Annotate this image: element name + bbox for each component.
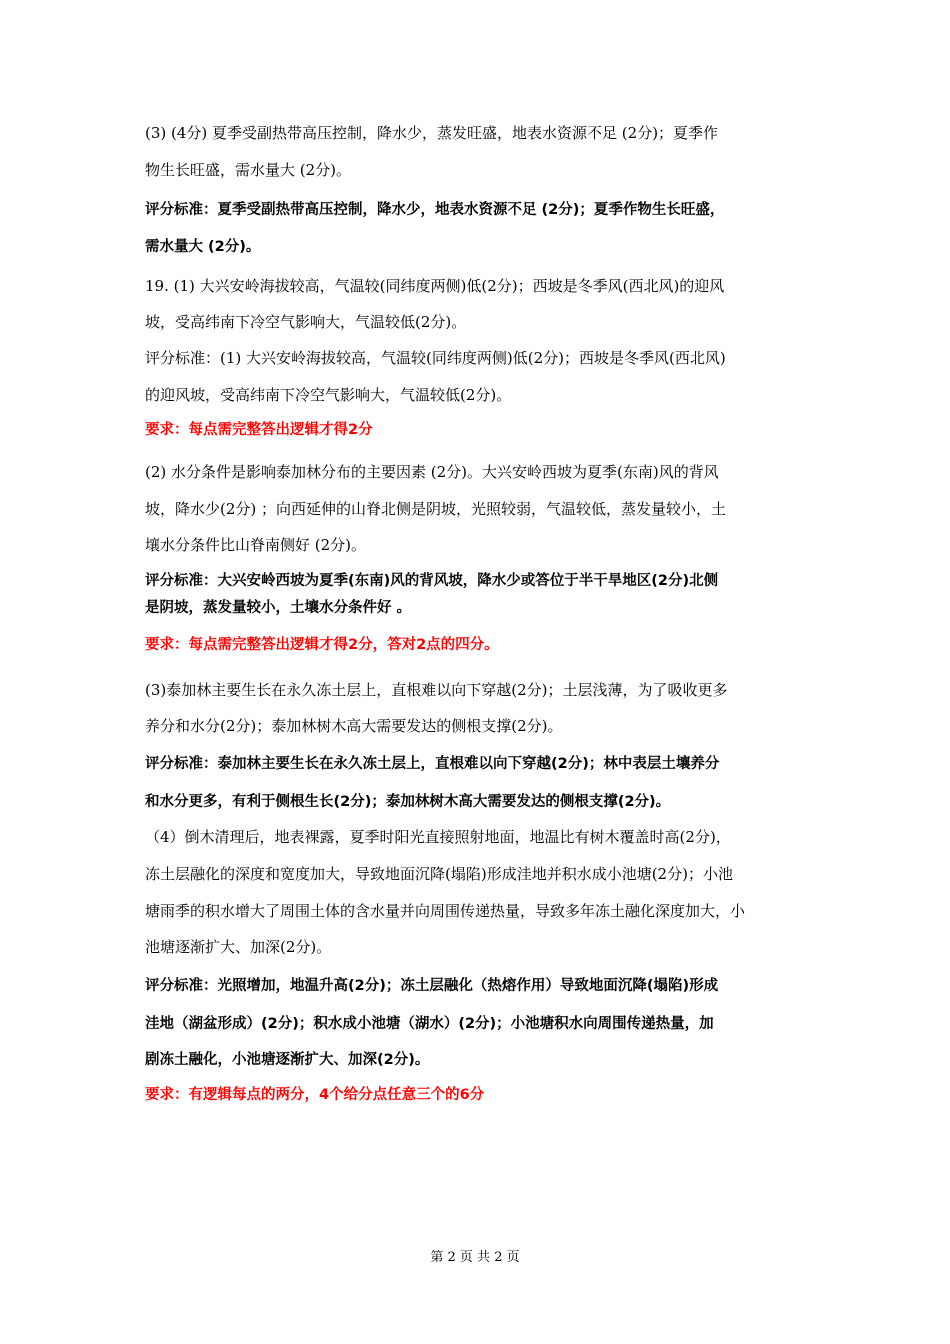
requirement-19-2: 要求：每点需完整答出逻辑才得2分，答对2点的四分。 xyxy=(145,637,499,653)
page-number-footer: 第 2 页 共 2 页 xyxy=(430,1250,520,1265)
requirement-19-1: 要求：每点需完整答出逻辑才得2分 xyxy=(145,422,373,438)
answer-19-2-line-1: (2) 水分条件是影响泰加林分布的主要因素 (2分)。大兴安岭西坡为夏季(东南)风的背风 xyxy=(145,463,719,481)
scoring-19-2-line-2: 是阴坡，蒸发量较小，土壤水分条件好 。 xyxy=(145,600,412,616)
answer-19-4-line-1: （4）倒木清理后，地表裸露，夏季时阳光直接照射地面，地温比有树木覆盖时高(2分)， xyxy=(145,828,731,846)
answer-19-1-line-2: 坡，受高纬南下冷空气影响大，气温较低(2分)。 xyxy=(145,313,467,331)
answer-19-3-line-1: (3)泰加林主要生长在永久冻土层上，直根难以向下穿越(2分)；土层浅薄，为了吸收更多 xyxy=(145,681,728,699)
scoring-19-2-line-1: 评分标准：大兴安岭西坡为夏季(东南)风的背风坡，降水少或答位于半干旱地区(2分)北侧 xyxy=(145,573,719,589)
scoring-19-1-line-2: 的迎风坡，受高纬南下冷空气影响大，气温较低(2分)。 xyxy=(145,386,512,404)
answer-18-3-line-2: 物生长旺盛，需水量大 (2分)。 xyxy=(145,161,352,179)
scoring-19-4-line-3: 剧冻土融化，小池塘逐渐扩大、加深(2分)。 xyxy=(145,1052,430,1068)
scoring-18-3-line-2: 需水量大 (2分)。 xyxy=(145,239,261,255)
answer-19-2-line-3: 壤水分条件比山脊南侧好 (2分)。 xyxy=(145,536,367,554)
scoring-18-3-line-1: 评分标准：夏季受副热带高压控制，降水少，地表水资源不足 (2分)；夏季作物生长旺盛， xyxy=(145,202,725,218)
answer-19-4-line-3: 塘雨季的积水增大了周围土体的含水量并向周围传递热量，导致多年冻土融化深度加大，小 xyxy=(145,902,746,920)
requirement-19-4: 要求：有逻辑每点的两分，4个给分点任意三个的6分 xyxy=(145,1087,485,1103)
scoring-19-4-line-1: 评分标准：光照增加，地温升高(2分)；冻土层融化（热熔作用）导致地面沉降(塌陷)形成 xyxy=(145,978,719,994)
scoring-19-3-line-1: 评分标准：泰加林主要生长在永久冻土层上，直根难以向下穿越(2分)；林中表层土壤养分 xyxy=(145,756,720,772)
answer-19-1-line-1: 19. (1) 大兴安岭海拔较高，气温较(同纬度两侧)低(2分)；西坡是冬季风(西北风)的迎风 xyxy=(145,277,725,295)
answer-19-4-line-2: 冻土层融化的深度和宽度加大，导致地面沉降(塌陷)形成洼地并积水成小池塘(2分)；小池 xyxy=(145,865,733,883)
answer-19-3-line-2: 养分和水分(2分)；泰加林树木高大需要发达的侧根支撑(2分)。 xyxy=(145,717,563,735)
scoring-19-3-line-2: 和水分更多，有利于侧根生长(2分)；泰加林树木高大需要发达的侧根支撑(2分)。 xyxy=(145,794,671,810)
answer-19-4-line-4: 池塘逐渐扩大、加深(2分)。 xyxy=(145,938,332,956)
answer-19-2-line-2: 坡，降水少(2分) ；向西延伸的山脊北侧是阴坡，光照较弱，气温较低，蒸发量较小，土 xyxy=(145,500,727,518)
answer-18-3-line-1: (3) (4分) 夏季受副热带高压控制，降水少，蒸发旺盛，地表水资源不足 (2分)；夏季作 xyxy=(145,124,719,142)
scoring-19-4-line-2: 洼地（湖盆形成）(2分)；积水成小池塘（湖水）(2分)；小池塘积水向周围传递热量，加 xyxy=(145,1016,714,1032)
scoring-19-1-line-1: 评分标准：(1) 大兴安岭海拔较高，气温较(同纬度两侧)低(2分)；西坡是冬季风(西北风) xyxy=(145,349,726,367)
